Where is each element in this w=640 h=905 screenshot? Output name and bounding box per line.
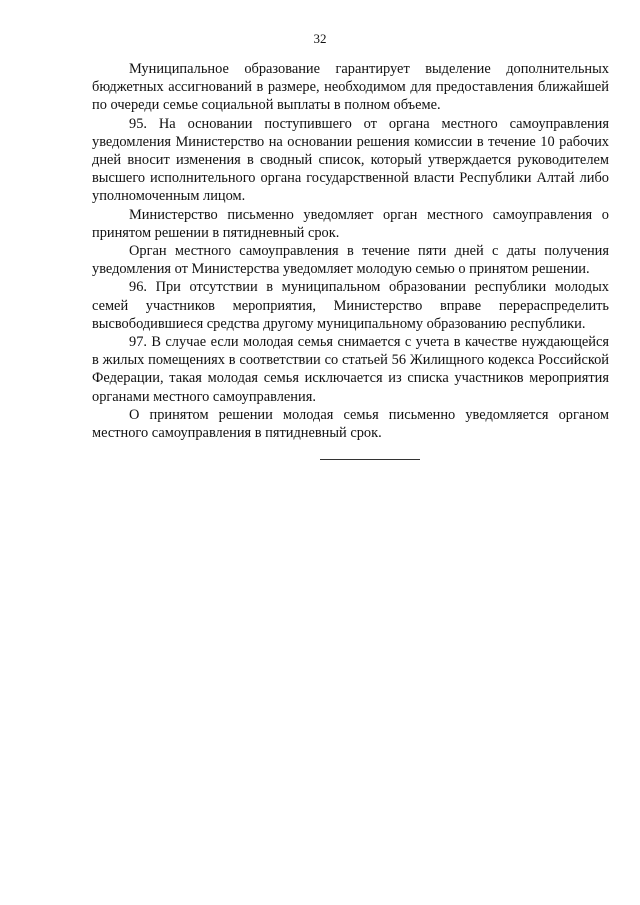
paragraph-family-notified: О принятом решении молодая семья письменно уведомляется органом местного самоуправления в пятидневный срок. — [92, 406, 609, 442]
document-body — [92, 60, 609, 460]
paragraph-item-95: 95. На основании поступившего от органа местного самоуправления уведомления Министерство на основании решения комиссии в течение 10 рабочих дней вносит изменения в сводный список, который утверждается руководителем высшего исполнительного органа государственной власти Республики Алтай либо уполномоченным лицом. — [92, 115, 609, 205]
end-of-text-divider — [320, 459, 420, 460]
paragraph-item-97: 97. В случае если молодая семья снимается с учета в качестве нуждающейся в жилых помещениях в соответствии со статьей 56 Жилищного кодекса Российской Федерации, такая молодая семья исключается из списка участников мероприятия органами местного самоуправления. — [92, 334, 609, 405]
paragraph-local-authority-notifies: Орган местного самоуправления в течение пяти дней с даты получения уведомления от Министерства уведомляет молодую семью о принятом решении. — [92, 243, 609, 278]
page-number: 32 — [313, 31, 327, 46]
paragraph-item-96: 96. При отсутствии в муниципальном образовании республики молодых семей участников мероприятия, Министерство вправе перераспределить высвободившиеся средства другому муниципальному образованию республики. — [92, 279, 609, 332]
paragraph-ministry-notifies: Министерство письменно уведомляет орган местного самоуправления о принятом решении в пятидневный срок. — [92, 206, 609, 241]
paragraph-budget-allocation: Муниципальное образование гарантирует выделение дополнительных бюджетных ассигнований в размере, необходимом для предоставления ближайшей по очереди семье социальной выплаты в полном объеме. — [92, 61, 609, 114]
